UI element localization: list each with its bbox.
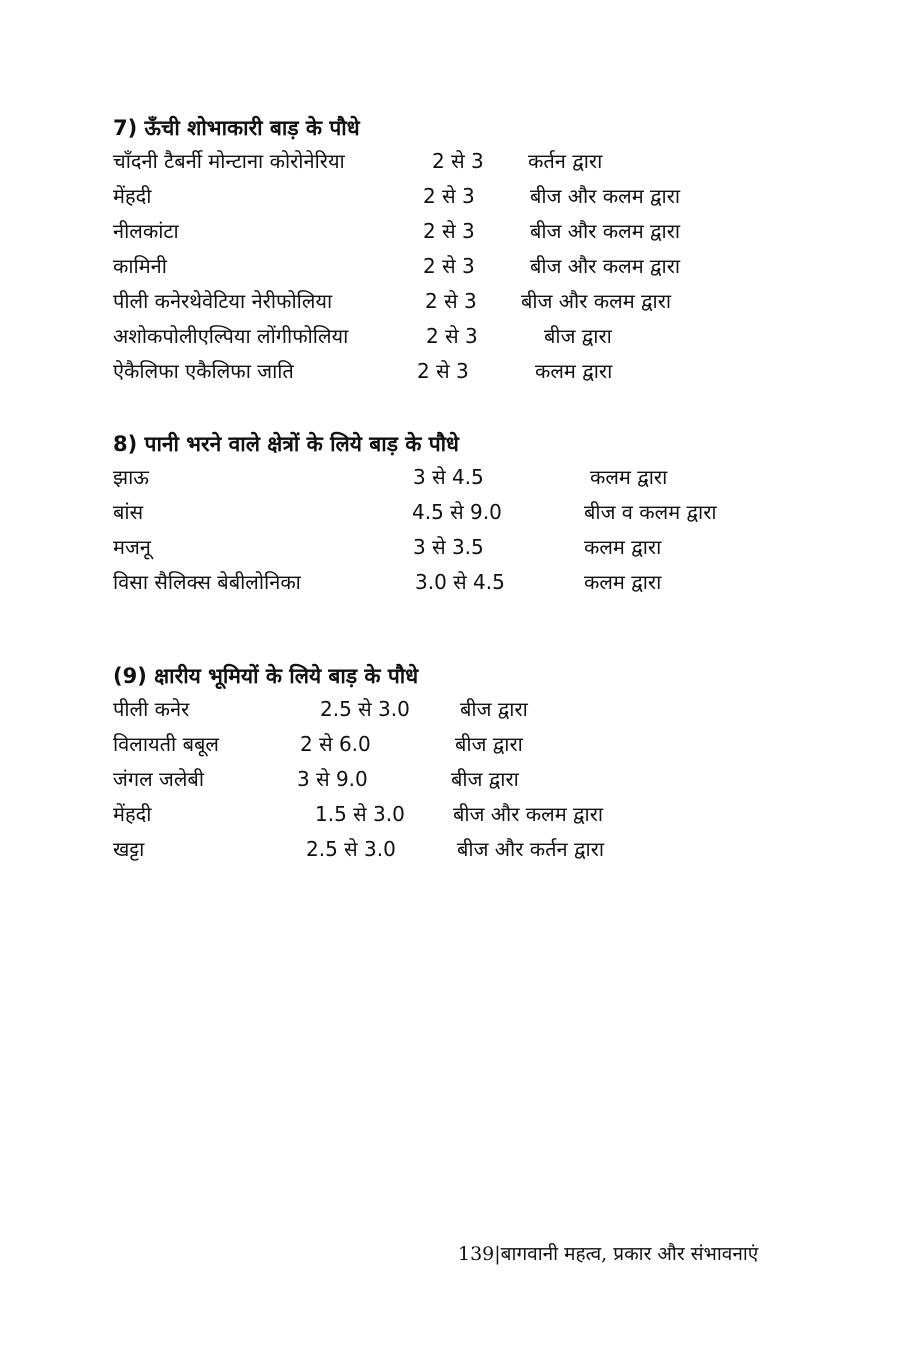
plant-name: विलायती बबूल [113, 732, 219, 756]
plant-height: 2 से 3 [417, 359, 469, 383]
section-waterlogged-area-hedges [113, 428, 833, 600]
table-row [113, 762, 833, 797]
plant-name: जंगल जलेबी [113, 767, 205, 791]
plant-name: पीली कनेरथेवेटिया नेरीफोलिया [113, 289, 333, 313]
plant-height: 3 से 9.0 [297, 767, 368, 791]
plant-name: खट्टा [113, 837, 145, 861]
page-footer [458, 1240, 758, 1266]
propagation-method: बीज द्वारा [460, 697, 528, 721]
table-row [113, 319, 833, 354]
propagation-method: कलम द्वारा [590, 465, 668, 489]
propagation-method: बीज द्वारा [451, 767, 519, 791]
table-row [113, 144, 833, 179]
plant-height: 2.5 से 3.0 [306, 837, 396, 861]
plant-height: 4.5 से 9.0 [412, 500, 502, 524]
plant-height: 2 से 3 [423, 184, 475, 208]
propagation-method: बीज और कर्तन द्वारा [457, 837, 605, 861]
plant-height: 1.5 से 3.0 [315, 802, 405, 826]
propagation-method: बीज और कलम द्वारा [530, 254, 681, 278]
propagation-method: बीज और कलम द्वारा [453, 802, 604, 826]
plant-height: 2 से 3 [423, 219, 475, 243]
table-row [113, 530, 833, 565]
table-row [113, 692, 833, 727]
plant-name: मेंहदी [113, 802, 152, 826]
plant-name: मजनू [113, 535, 151, 559]
propagation-method: कलम द्वारा [535, 359, 613, 383]
plant-name: बांस [113, 500, 144, 524]
plant-name: झाऊ [113, 465, 149, 489]
table-row [113, 832, 833, 867]
plant-height: 3 से 3.5 [413, 535, 484, 559]
plant-height: 2 से 6.0 [300, 732, 371, 756]
plant-height: 3.0 से 4.5 [415, 570, 505, 594]
plant-height: 2 से 3 [425, 289, 477, 313]
plant-height: 3 से 4.5 [413, 465, 484, 489]
propagation-method: कर्तन द्वारा [528, 149, 603, 173]
section-heading: 7) ऊँची शोभाकारी बाड़ के पौधे [113, 116, 360, 140]
section-heading: 8) पानी भरने वाले क्षेत्रों के लिये बाड़ के पौधे [113, 432, 459, 456]
plant-height: 2 से 3 [426, 324, 478, 348]
propagation-method: बीज व कलम द्वारा [584, 500, 717, 524]
plant-name: विसा सैलिक्स बेबीलोनिका [113, 570, 301, 594]
propagation-method: बीज और कलम द्वारा [530, 184, 681, 208]
plant-name: कामिनी [113, 254, 167, 278]
plant-name: चाँदनी टैबर्नी मोन्टाना कोरोनेरिया [113, 149, 345, 173]
plant-name: नीलकांटा [113, 219, 179, 243]
plant-name: मेंहदी [113, 184, 152, 208]
propagation-method: बीज द्वारा [455, 732, 523, 756]
propagation-method: कलम द्वारा [584, 570, 662, 594]
table-row [113, 284, 833, 319]
plant-name: ऐकैलिफा एकैलिफा जाति [113, 359, 294, 383]
table-row [113, 179, 833, 214]
section-heading: (9) क्षारीय भूमियों के लिये बाड़ के पौधे [113, 664, 419, 688]
section-alkaline-soil-hedges [113, 660, 833, 867]
table-row [113, 495, 833, 530]
plant-name: पीली कनेर [113, 697, 190, 721]
propagation-method: बीज द्वारा [544, 324, 612, 348]
table-row [113, 214, 833, 249]
table-row [113, 354, 833, 389]
plant-height: 2.5 से 3.0 [320, 697, 410, 721]
table-row [113, 565, 833, 600]
propagation-method: कलम द्वारा [584, 535, 662, 559]
table-row [113, 797, 833, 832]
table-row [113, 727, 833, 762]
plant-height: 2 से 3 [423, 254, 475, 278]
book-title: बागवानी महत्व, प्रकार और संभावनाएं [500, 1243, 759, 1265]
table-row [113, 249, 833, 284]
propagation-method: बीज और कलम द्वारा [530, 219, 681, 243]
propagation-method: बीज और कलम द्वारा [521, 289, 672, 313]
plant-height: 2 से 3 [432, 149, 484, 173]
plant-name: अशोकपोलीएल्पिया लोंगीफोलिया [113, 324, 349, 348]
page-number: 139| [458, 1243, 501, 1265]
section-tall-ornamental-hedges [113, 112, 833, 389]
table-row [113, 460, 833, 495]
